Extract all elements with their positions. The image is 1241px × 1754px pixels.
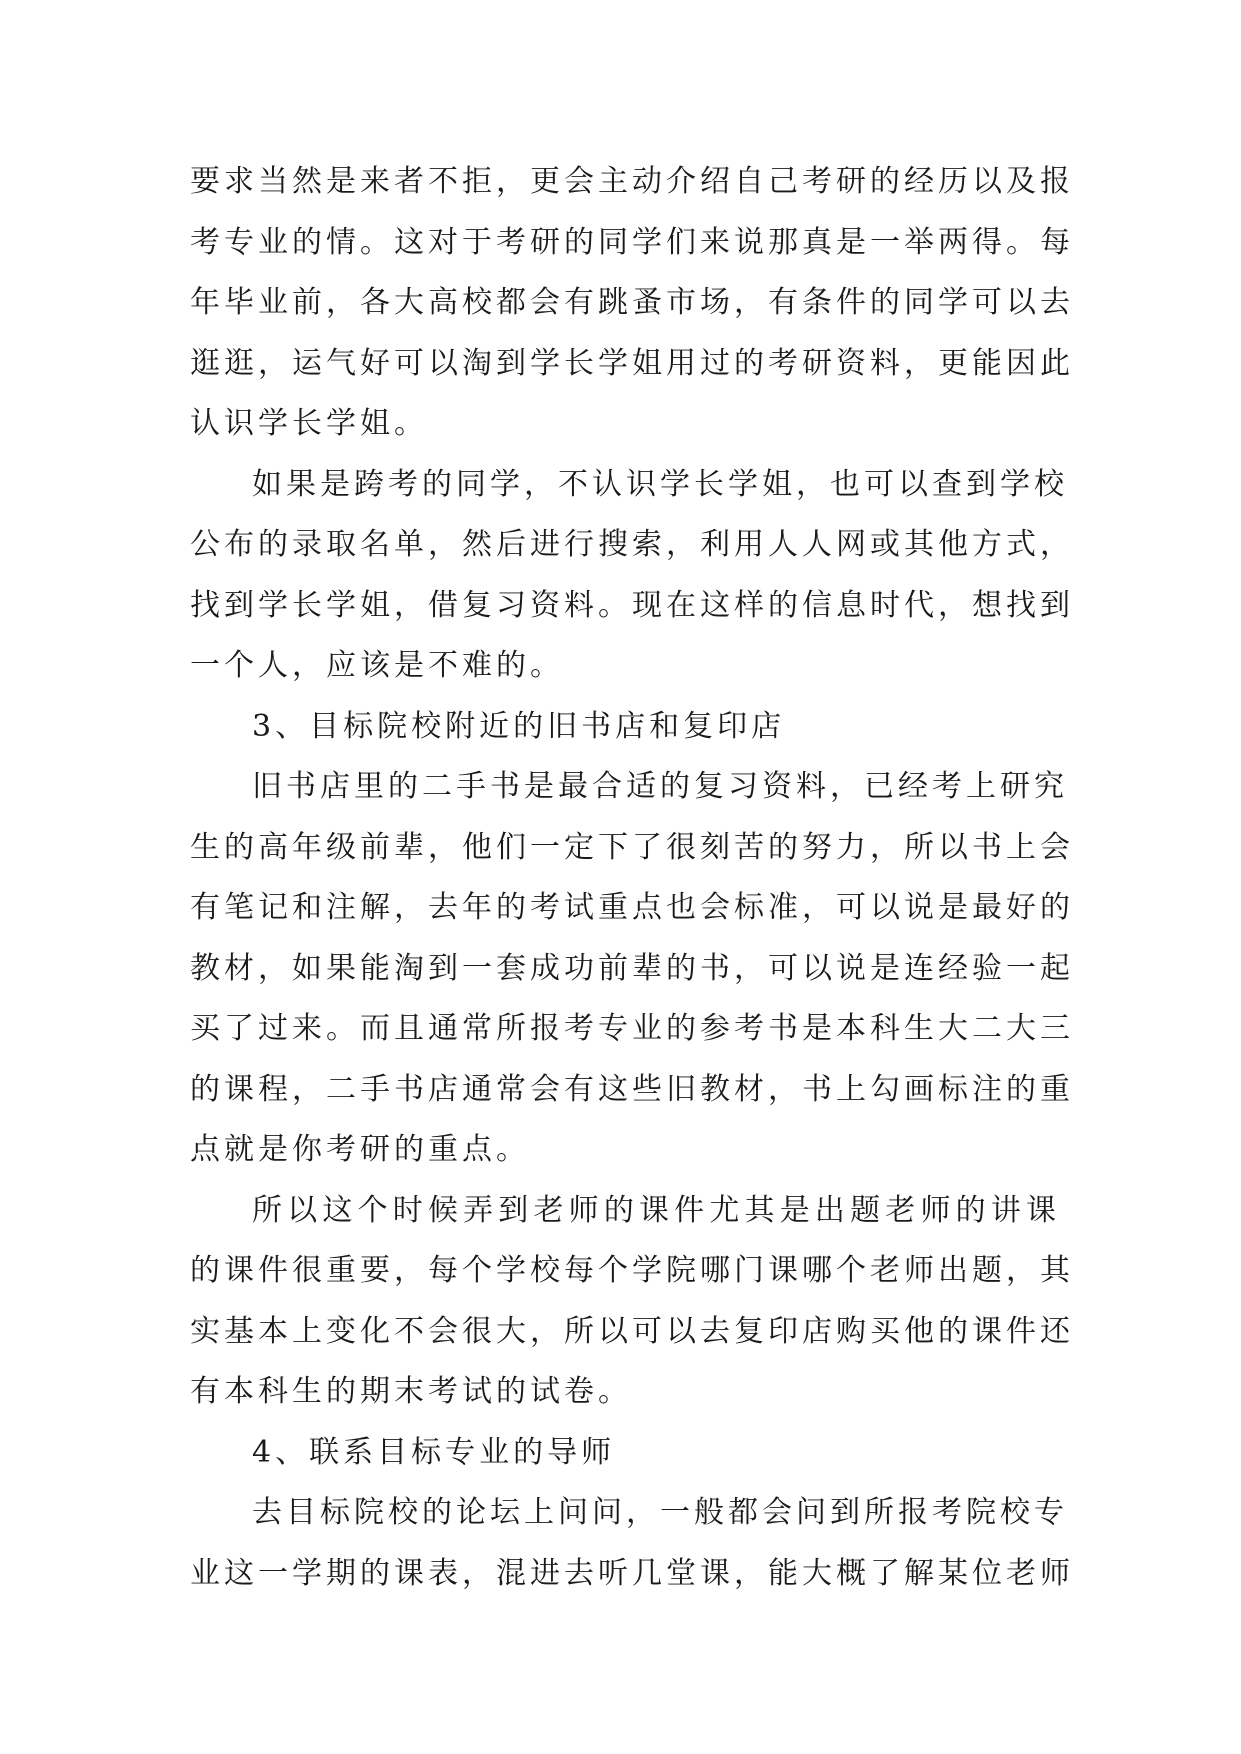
- text-line: 实基本上变化不会很大，所以可以去复印店购买他的课件还: [190, 1313, 1074, 1349]
- text-line: 买了过来。而且通常所报考专业的参考书是本科生大二大三: [190, 1011, 1074, 1046]
- text-line: 认识学长学姐。: [190, 406, 428, 441]
- section-heading: 4、联系目标专业的导师: [252, 1434, 616, 1470]
- text-line: 找到学长学姐，借复习资料。现在这样的信息时代，想找到: [190, 587, 1074, 623]
- paragraph-start-line: 如果是跨考的同学，不认识学长学姐，也可以查到学校: [252, 466, 1068, 502]
- text-line: 的课件很重要，每个学校每个学院哪门课哪个老师出题，其: [190, 1253, 1074, 1288]
- text-line: 年毕业前，各大高校都会有跳蚤市场，有条件的同学可以去: [190, 285, 1074, 320]
- text-line: 业这一学期的课表，混进去听几堂课，能大概了解某位老师: [190, 1555, 1074, 1591]
- text-line: 考专业的情。这对于考研的同学们来说那真是一举两得。每: [190, 224, 1074, 260]
- text-line: 一个人，应该是不难的。: [190, 648, 564, 683]
- text-line: 逛逛，运气好可以淘到学长学姐用过的考研资料，更能因此: [190, 345, 1074, 381]
- text-line: 要求当然是来者不拒，更会主动介绍自己考研的经历以及报: [190, 164, 1074, 199]
- paragraph-start-line: 去目标院校的论坛上问问，一般都会问到所报考院校专: [252, 1495, 1068, 1530]
- text-line: 有笔记和注解，去年的考试重点也会标准，可以说是最好的: [190, 890, 1074, 925]
- text-line: 生的高年级前辈，他们一定下了很刻苦的努力，所以书上会: [190, 829, 1074, 865]
- text-line: 点就是你考研的重点。: [190, 1132, 530, 1167]
- body-text: [190, 160, 1074, 1612]
- text-line: 教材，如果能淘到一套成功前辈的书，可以说是连经验一起: [190, 950, 1074, 986]
- paragraph-start-line: 所以这个时候弄到老师的课件尤其是出题老师的讲课: [252, 1192, 1060, 1228]
- text-line: 有本科生的期末考试的试卷。: [190, 1374, 632, 1409]
- text-line: 的课程，二手书店通常会有这些旧教材，书上勾画标注的重: [190, 1071, 1074, 1107]
- text-line: 公布的录取名单，然后进行搜索，利用人人网或其他方式，: [190, 527, 1074, 562]
- section-heading: 3、目标院校附近的旧书店和复印店: [252, 708, 786, 744]
- paragraph-start-line: 旧书店里的二手书是最合适的复习资料，已经考上研究: [252, 769, 1068, 804]
